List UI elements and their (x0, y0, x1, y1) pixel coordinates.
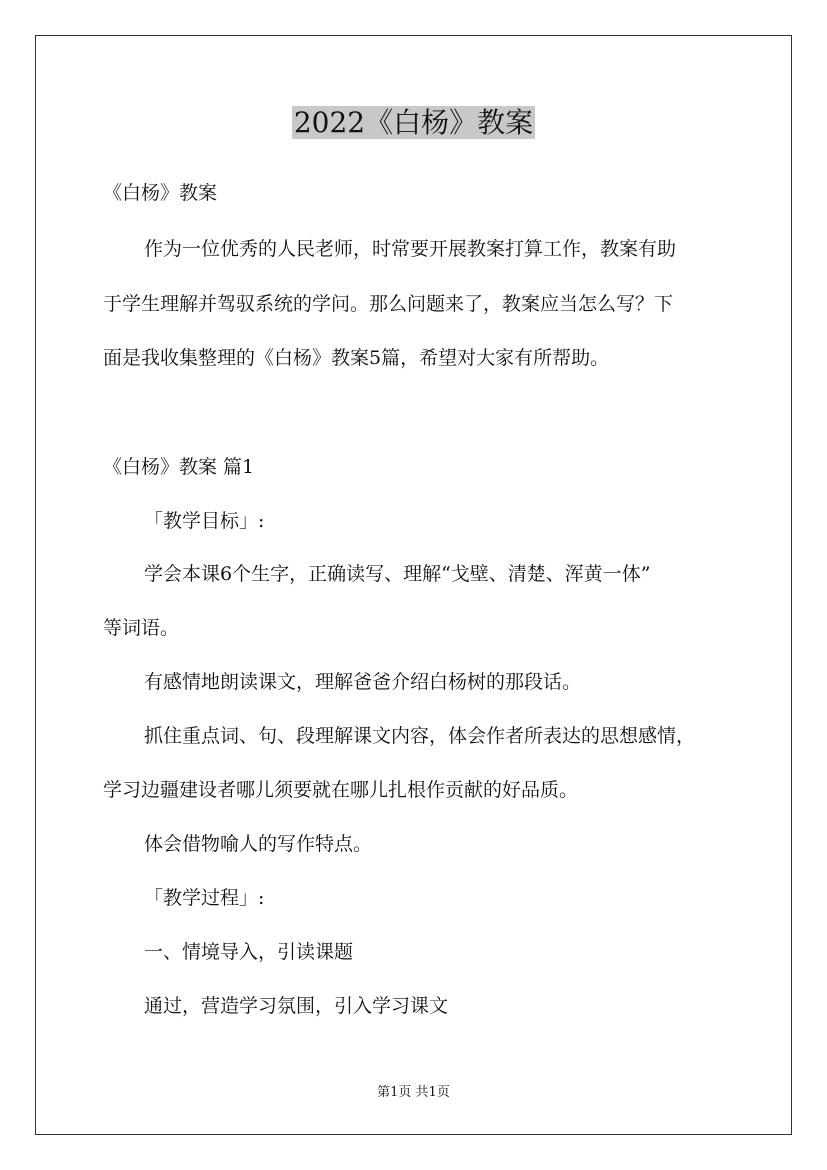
document-title-text: 2022《白杨》教案 (293, 106, 534, 139)
page-number-footer: 第1页 共1页 (377, 1085, 450, 1100)
subheading: 「教学过程」: (144, 887, 265, 909)
paragraph-line: 面是我收集整理的《白杨》教案5篇，希望对大家有所帮助。 (103, 347, 610, 369)
paragraph-line: 一、情境导入，引读课题 (144, 941, 354, 963)
document-title (0, 104, 827, 142)
paragraph-line: 学习边疆建设者哪儿须要就在哪儿扎根作贡献的好品质。 (103, 779, 579, 801)
subheading: 「教学目标」: (144, 510, 265, 532)
paragraph-line: 有感情地朗读课文，理解爸爸介绍白杨树的那段话。 (144, 671, 582, 693)
paragraph-line: 抓住重点词、句、段理解课文内容，体会作者所表达的思想感情， (144, 725, 696, 747)
section-heading: 《白杨》教案 篇1 (103, 456, 255, 478)
paragraph-line: 学会本课6个生字，正确读写、理解“戈壁、清楚、浑黄一体” (144, 563, 651, 585)
paragraph-line: 等词语。 (103, 617, 180, 639)
paragraph-line: 通过，营造学习氛围，引入学习课文 (144, 995, 449, 1017)
paragraph-line: 作为一位优秀的人民老师，时常要开展教案打算工作，教案有助 (144, 238, 677, 260)
paragraph-line: 于学生理解并驾驭系统的学问。那么问题来了，教案应当怎么写？下 (103, 293, 674, 315)
paragraph-line: 体会借物喻人的写作特点。 (144, 833, 373, 855)
section-heading: 《白杨》教案 (103, 182, 218, 204)
